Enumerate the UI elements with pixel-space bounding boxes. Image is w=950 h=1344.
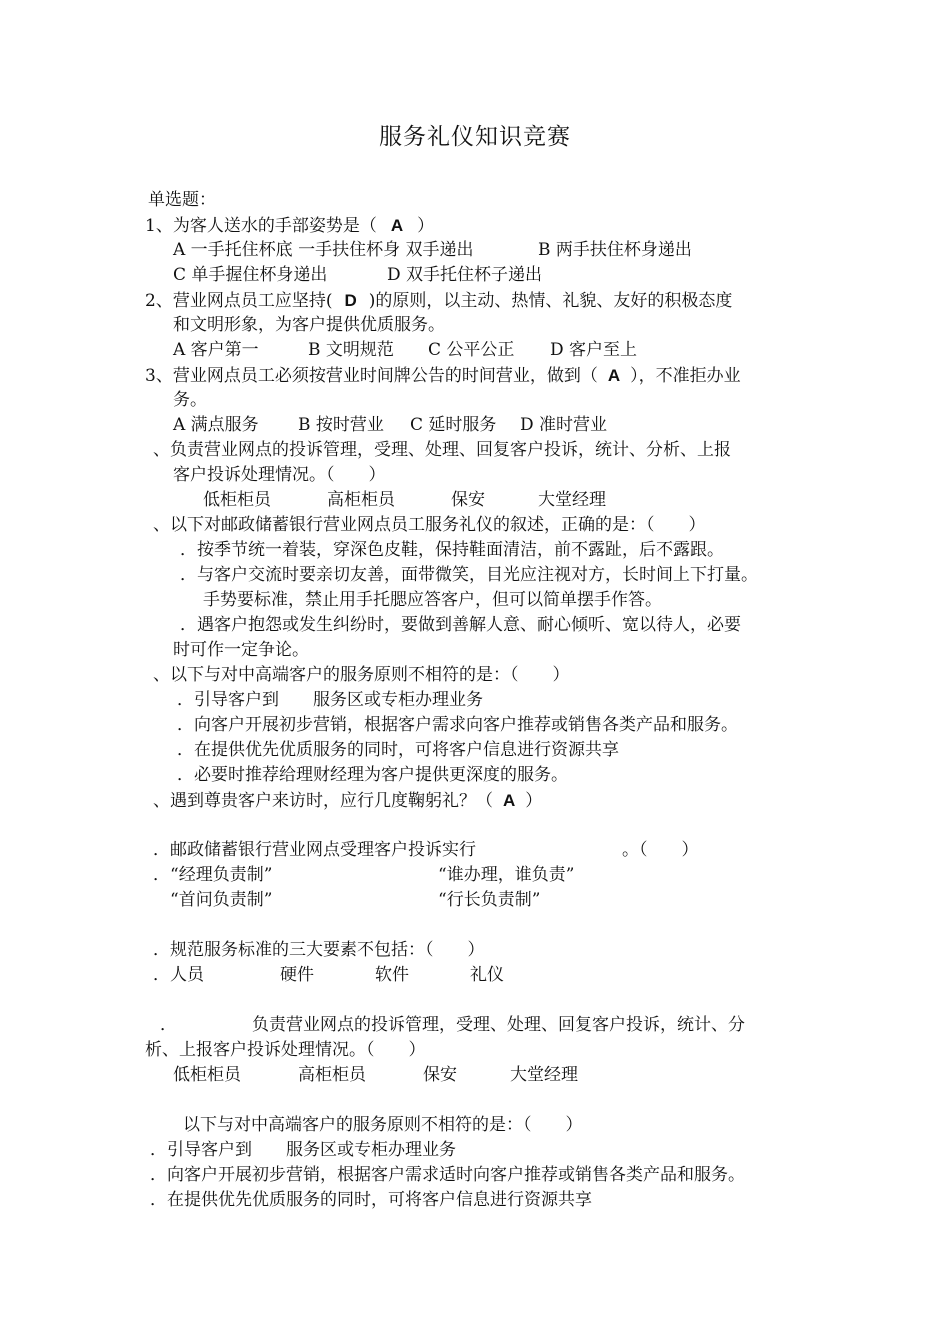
- option: A 一手托住杯底 一手扶住杯身 双手递出: [173, 240, 474, 260]
- question-text-end: 。（ ）: [622, 840, 699, 860]
- question-11: 以下与对中高端客户的服务原则不相符的是：（ ）: [183, 1115, 583, 1135]
- answer-mark: A: [503, 791, 516, 810]
- answer-mark: D: [344, 291, 357, 310]
- option: C 公平公正: [428, 340, 515, 360]
- question-text: 营业网点员工应坚持(: [172, 291, 333, 311]
- option: C 延时服务: [410, 415, 497, 435]
- question-number: 3、: [145, 366, 173, 386]
- question-text-continued: 务。: [173, 390, 207, 410]
- option: ．必要时推荐给理财经理为客户提供更深度的服务。: [177, 765, 568, 785]
- question-text: 为客人送水的手部姿势是（: [172, 216, 377, 236]
- question-text-end: ），不准拒办业: [630, 366, 741, 386]
- option: 保安: [451, 490, 485, 510]
- option: B 按时营业: [298, 415, 384, 435]
- option: A 客户第一: [173, 340, 259, 360]
- question-text-continued: 析、上报客户投诉处理情况。（ ）: [145, 1040, 426, 1060]
- question-text-continued: 客户投诉处理情况。（ ）: [173, 465, 386, 485]
- option: A 满点服务: [173, 415, 259, 435]
- option: 大堂经理: [538, 490, 606, 510]
- answer-mark: A: [607, 366, 621, 385]
- question-10: 负责营业网点的投诉管理，受理、处理、回复客户投诉，统计、分: [252, 1015, 745, 1035]
- option: 礼仪: [470, 965, 504, 985]
- option: “谁办理，谁负责”: [438, 865, 575, 885]
- question-text-end: ）: [525, 791, 543, 811]
- question-7: [153, 788, 542, 814]
- option: ．“经理负责制”: [153, 865, 273, 885]
- option: “行长负责制”: [438, 890, 541, 910]
- option: C 单手握住杯身递出: [173, 265, 328, 285]
- question-4: 、负责营业网点的投诉管理，受理、处理、回复客户投诉，统计、分析、上报: [153, 440, 731, 460]
- option: D 双手托住杯子递出: [387, 265, 543, 285]
- option: ．向客户开展初步营销，根据客户需求向客户推荐或销售各类产品和服务。: [177, 715, 738, 735]
- question-number: 2、: [145, 291, 173, 311]
- option-continued: 时可作一定争论。: [173, 640, 309, 660]
- option: ．与客户交流时要亲切友善，面带微笑，目光应注视对方，长时间上下打量。: [180, 565, 758, 585]
- option-continued: 手势要标准，禁止用手托腮应答客户，但可以简单摆手作答。: [203, 590, 662, 610]
- option: B 文明规范: [308, 340, 394, 360]
- question-number-dot: ．: [160, 1015, 177, 1035]
- option: ．引导客户到 服务区或专柜办理业务: [150, 1140, 456, 1160]
- option: 硬件: [280, 965, 314, 985]
- option: 低柜柜员: [203, 490, 271, 510]
- answer-mark: A: [390, 216, 404, 235]
- option: 高柜柜员: [327, 490, 395, 510]
- option: ．向客户开展初步营销，根据客户需求适时向客户推荐或销售各类产品和服务。: [150, 1165, 745, 1185]
- question-1: [145, 213, 434, 239]
- question-5: 、以下对邮政储蓄银行营业网点员工服务礼仪的叙述，正确的是：（ ）: [153, 515, 706, 535]
- question-text-continued: 和文明形象，为客户提供优质服务。: [173, 315, 445, 335]
- question-3: [145, 363, 741, 389]
- question-text: 、遇到尊贵客户来访时，应行几度鞠躬礼？（: [153, 791, 493, 811]
- question-number: 1、: [145, 216, 173, 236]
- option: 低柜柜员: [173, 1065, 241, 1085]
- section-heading: 单选题：: [148, 190, 216, 210]
- question-text-end: ）: [417, 216, 435, 236]
- page-title: 服务礼仪知识竞赛: [379, 124, 571, 150]
- question-9: ．规范服务标准的三大要素不包括：（ ）: [153, 940, 485, 960]
- question-8: ．邮政储蓄银行营业网点受理客户投诉实行: [153, 840, 476, 860]
- option: ．在提供优先优质服务的同时，可将客户信息进行资源共享: [177, 740, 619, 760]
- option: “首问负责制”: [170, 890, 273, 910]
- option: 高柜柜员: [298, 1065, 366, 1085]
- option: 软件: [375, 965, 409, 985]
- option: ．人员: [153, 965, 204, 985]
- option: 保安: [423, 1065, 457, 1085]
- question-text: 营业网点员工必须按营业时间牌公告的时间营业，做到（: [172, 366, 598, 386]
- question-6: 、以下与对中高端客户的服务原则不相符的是：（ ）: [153, 665, 570, 685]
- question-text-end: )的原则，以主动、热情、礼貌、友好的积极态度: [368, 291, 733, 311]
- option: ．遇客户抱怨或发生纠纷时，要做到善解人意、耐心倾听、宽以待人，必要: [180, 615, 741, 635]
- option: B 两手扶住杯身递出: [538, 240, 692, 260]
- question-2: [145, 288, 732, 314]
- option: 大堂经理: [510, 1065, 578, 1085]
- option: ．在提供优先优质服务的同时，可将客户信息进行资源共享: [150, 1190, 592, 1210]
- option: D 客户至上: [550, 340, 638, 360]
- option: ．按季节统一着装，穿深色皮鞋，保持鞋面清洁，前不露趾，后不露跟。: [180, 540, 724, 560]
- option: ．引导客户到 服务区或专柜办理业务: [177, 690, 483, 710]
- option: D 准时营业: [520, 415, 608, 435]
